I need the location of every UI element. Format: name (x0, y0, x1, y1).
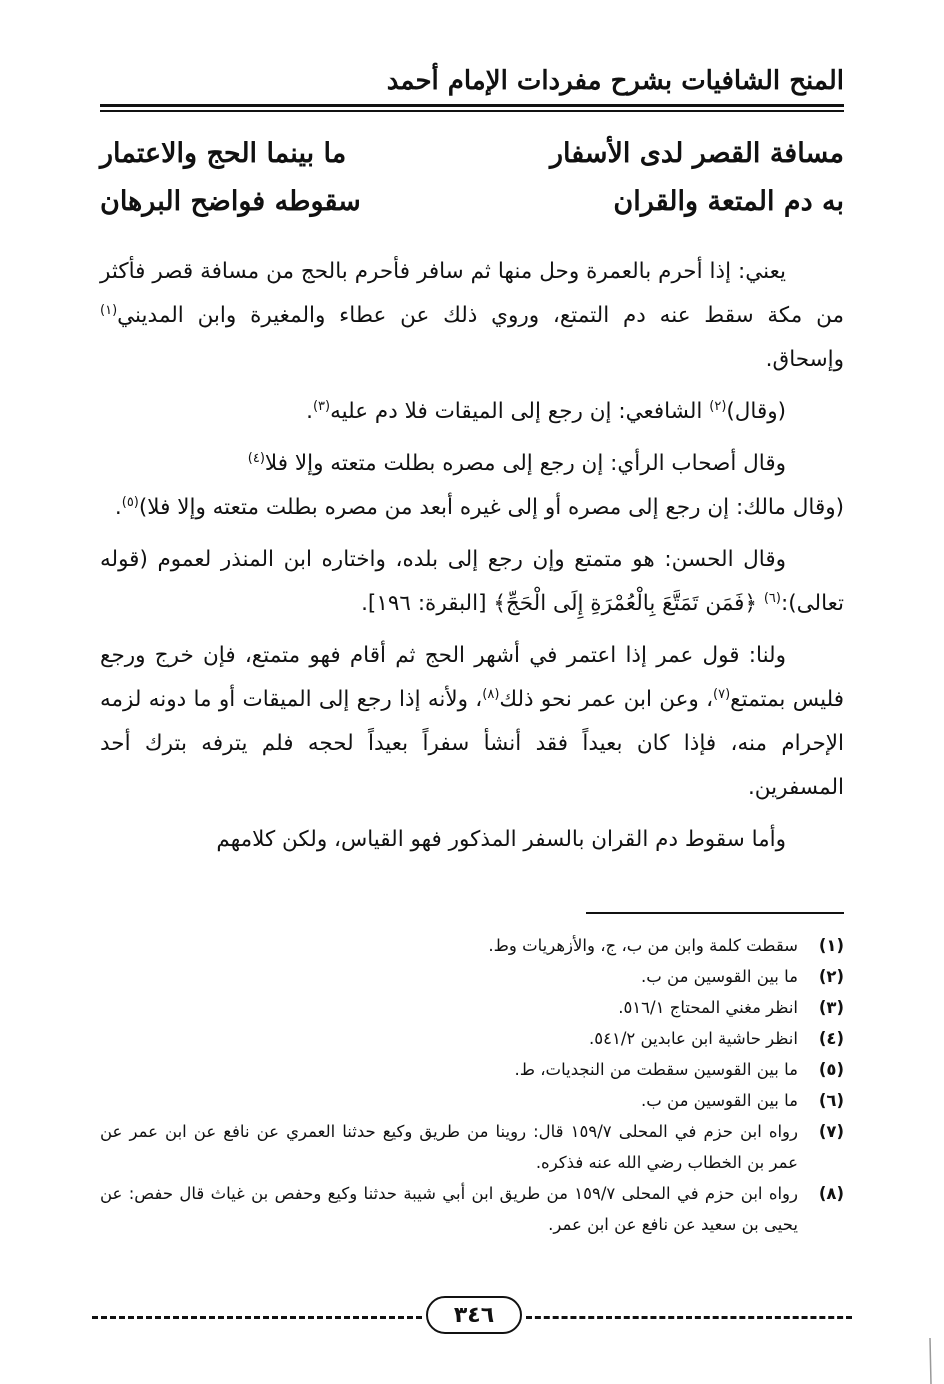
footnote-ref-6[interactable]: (٦) (763, 590, 781, 606)
footer-dashed-rule-right (526, 1316, 852, 1319)
commentary-body (100, 250, 844, 870)
verse-line-2 (100, 186, 844, 230)
footnote-8: (٨) رواه ابن حزم في المحلى ١٥٩/٧ من طريق ابن أبي شيبة حدثنا وكيع وحفص بن غياث قال حفص: عن يحيى بن سعيد عن نافع عن ابن عمر. (100, 1184, 844, 1234)
footnote-ref-4[interactable]: (٤) (247, 450, 265, 466)
footnote-ref-2[interactable]: (٢) (709, 398, 727, 414)
footnote-ref-1[interactable]: (١) (100, 302, 118, 318)
paragraph-2: (وقال)$^{(٢)}$ الشافعي: إن رجع إلى الميقات فلا دم عليه$^{(٣)}$. (306, 398, 786, 424)
page-footer (92, 1296, 852, 1336)
paragraph-3: وقال أصحاب الرأي: إن رجع إلى مصره بطلت متعته وإلا فلا$^{(٤)}$ (247, 450, 786, 476)
footnote-7: (٧) رواه ابن حزم في المحلى ١٥٩/٧ قال: روينا من طريق وكيع حدثنا العمري عن نافع عن ابن عمر عن عمر بن الخطاب رضي الله عنه فذكره. (100, 1122, 844, 1172)
margin-mark (926, 1338, 934, 1384)
verse-1-right-hemistich: مسافة القصر لدى الأسفار (549, 138, 844, 169)
footnote-5: (٥) ما بين القوسين سقطت من النجديات، ط. (514, 1060, 844, 1079)
verse-line-1 (100, 138, 844, 182)
verse-1-left-hemistich: ما بينما الحج والاعتمار (100, 138, 347, 169)
footnote-ref-8[interactable]: (٨) (482, 686, 500, 702)
footnote-ref-7[interactable]: (٧) (713, 686, 731, 702)
footnote-2: (٢) ما بين القوسين من ب. (641, 967, 844, 986)
footnote-3: (٣) انظر مغني المحتاج ٥١٦/١. (618, 998, 844, 1017)
footnote-separator (586, 912, 844, 914)
paragraph-7: وأما سقوط دم القران بالسفر المذكور فهو القياس، ولكن كلامهم (216, 827, 786, 852)
paragraph-6: ولنا: قول عمر إذا اعتمر في أشهر الحج ثم أقام فهو متمتع، فإن خرج ورجع فليس بمتمتع$^{(٧)}$، وعن ابن عمر نحو ذلك$^{(٨)}$، ولأنه إذا رجع إلى الميقات أو ما دونه لزمه الإحرام منه، فإذا كان بعيداً فقد أنشأ سفراً بعيداً لحجه فلم يترفه بترك أحد المسفرين. (100, 643, 845, 800)
running-title: المنح الشافيات بشرح مفردات الإمام أحمد (386, 66, 844, 96)
quran-quote: ﴿فَمَن تَمَتَّعَ بِالْعُمْرَةِ إِلَى الْحَجِّ﴾ (493, 591, 764, 616)
verse-2-left-hemistich: سقوطه فواضح البرهان (100, 186, 361, 217)
footnotes (100, 930, 844, 1240)
verse-2-right-hemistich: به دم المتعة والقران (613, 186, 844, 217)
paragraph-5: وقال الحسن: هو متمتع وإن رجع إلى بلده، واختاره ابن المنذر لعموم (قوله تعالى):$^{(٦)}$ ﴿فَمَن تَمَتَّعَ بِالْعُمْرَةِ إِلَى الْحَجِّ﴾ [البقرة: ١٩٦]. (100, 547, 844, 616)
quran-citation: [البقرة: ١٩٦]. (361, 591, 494, 616)
footer-dashed-rule-left (92, 1316, 422, 1319)
footnote-1: (١) سقطت كلمة وابن من ب، ج، والأزهريات وط. (488, 936, 844, 955)
paragraph-4: (وقال مالك: إن رجع إلى مصره أو إلى غيره أبعد من مصره بطلت متعته وإلا فلا)$^{(٥)}$. (114, 494, 844, 520)
footnote-ref-5[interactable]: (٥) (121, 494, 139, 510)
page-number: ٣٤٦ (426, 1296, 522, 1334)
paragraph-1: يعني: إذا أحرم بالعمرة وحل منها ثم سافر فأحرم بالحج من مسافة قصر فأكثر من مكة سقط عنه دم التمتع، وروي ذلك عن عطاء والمغيرة وابن المديني$^{(١)}$ وإسحاق. (100, 259, 844, 372)
header-rule-bottom (100, 110, 844, 112)
header-rule-top (100, 104, 844, 107)
footnote-4: (٤) انظر حاشية ابن عابدين ٥٤١/٢. (589, 1029, 844, 1048)
footnote-ref-3[interactable]: (٣) (312, 398, 331, 414)
footnote-6: (٦) ما بين القوسين من ب. (641, 1091, 844, 1110)
